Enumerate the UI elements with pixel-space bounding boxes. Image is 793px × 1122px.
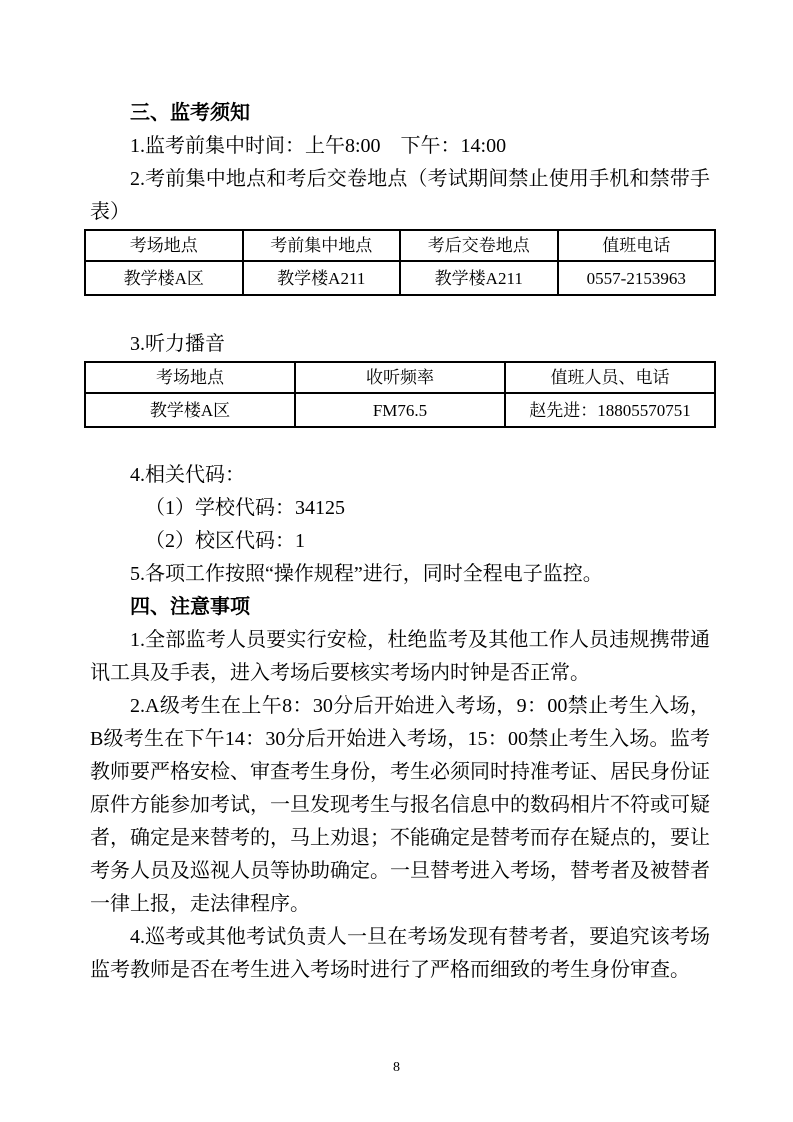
table-header-cell: 考前集中地点 [243,230,401,261]
listening-broadcast-table [84,361,716,428]
section3-item2-locations: 2.考前集中地点和考后交卷地点（考试期间禁止使用手机和禁带手表） [90,168,710,223]
table-header-row [85,230,715,261]
section3-item1-assembly-time: 1.监考前集中时间：上午8:00 下午：14:00 [130,135,507,157]
table-row [85,393,715,427]
section4-item2-entry-rules: 2.A级考生在上午8：30分后开始进入考场，9：00禁止考生入场，B级考生在下午14：30分后开始进入考场，15：00禁止考生入场。监考教师要严格安检、审查考生身份，考生必须同时持准考证、居民身份证原件方能参加考试，一旦发现考生与报名信息中的数码相片不符或可疑者，确定是来替考的，马上劝退；不能确定是替考而存在疑点的，要让考务人员及巡视人员等协助确定。一旦替考进入考场，替考者及被替者一律上报，走法律程序。 [90,695,710,915]
table-header-cell: 值班电话 [558,230,716,261]
section4-item1-security-check: 1.全部监考人员要实行安检，杜绝监考及其他工作人员违规携带通讯工具及手表，进入考场后要核实考场内时钟是否正常。 [90,629,710,684]
section3-item4-codes: 4.相关代码： [130,464,245,486]
table-cell: 0557-2153963 [558,261,716,295]
section3-item5-procedures: 5.各项工作按照“操作规程”进行，同时全程电子监控。 [130,563,603,585]
table-cell: 教学楼A区 [85,261,243,295]
section3-item3-listening: 3.听力播音 [130,333,225,355]
table-header-cell: 考场地点 [85,362,295,393]
section3-item4-school-code: （1）学校代码：34125 [145,497,345,519]
table-cell: 教学楼A211 [400,261,558,295]
table-row [85,261,715,295]
section4-heading: 四、注意事项 [130,596,250,618]
table-header-cell: 考后交卷地点 [400,230,558,261]
table-header-cell: 值班人员、电话 [505,362,715,393]
table-cell: 教学楼A区 [85,393,295,427]
assembly-location-table [84,229,716,296]
table-cell: 赵先进：18805570751 [505,393,715,427]
page-number: 8 [393,1060,400,1075]
table-cell: 教学楼A211 [243,261,401,295]
section3-heading: 三、监考须知 [130,102,250,124]
table-cell: FM76.5 [295,393,505,427]
section4-item4-inspection: 4.巡考或其他考试负责人一旦在考场发现有替考者，要追究该考场监考教师是否在考生进入考场时进行了严格而细致的考生身份审查。 [90,926,710,981]
table-header-cell: 收听频率 [295,362,505,393]
table-header-row [85,362,715,393]
section3-item4-campus-code: （2）校区代码：1 [145,530,305,552]
table-header-cell: 考场地点 [85,230,243,261]
